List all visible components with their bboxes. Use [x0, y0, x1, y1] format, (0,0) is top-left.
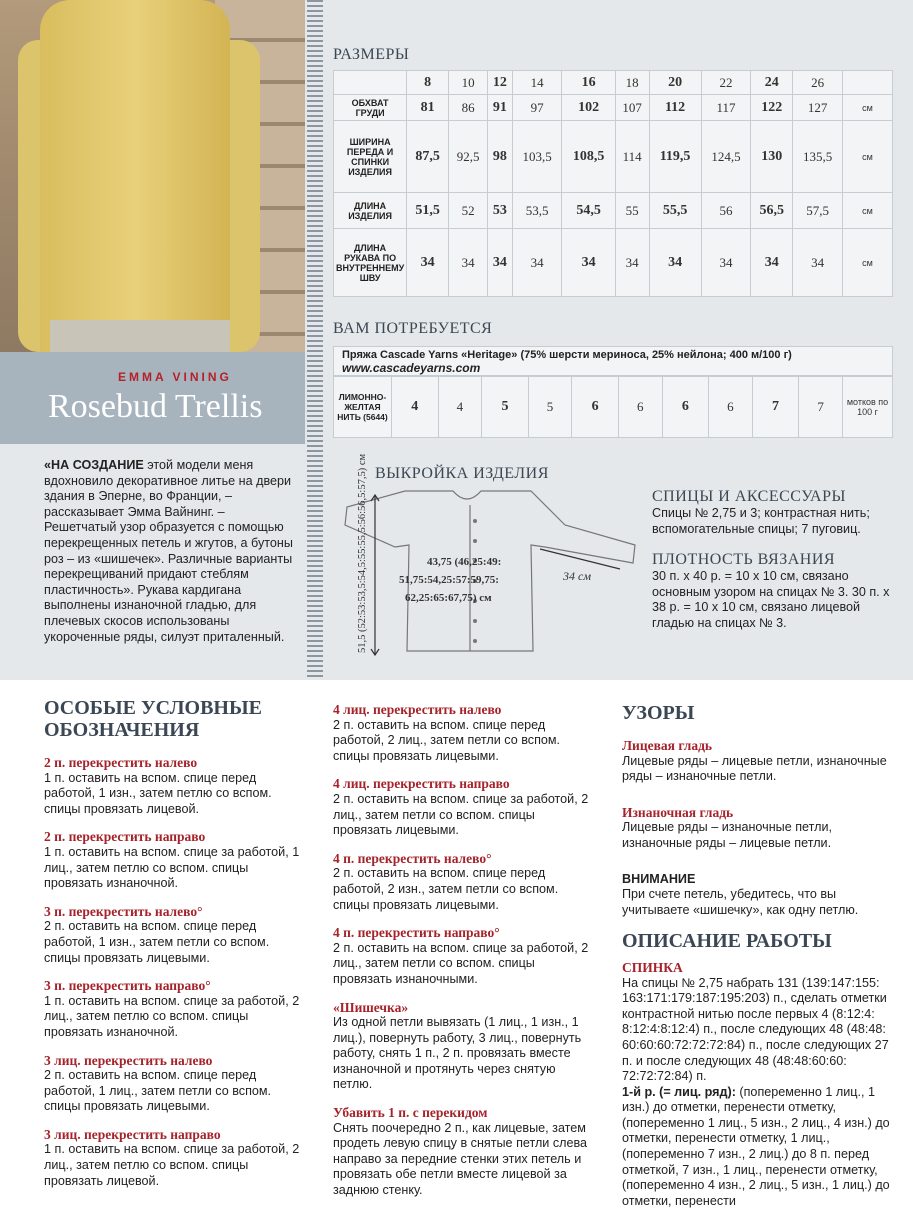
work-heading: ОПИСАНИЕ РАБОТЫ	[622, 930, 832, 953]
pattern-width-line1: 43,75 (46,25:49:	[427, 556, 502, 568]
size-cell: 20	[649, 71, 701, 95]
abbrev-title: 3 п. перекрестить направо°	[44, 978, 211, 994]
abbrev-title: 3 лиц. перекрестить направо	[44, 1126, 221, 1142]
size-cell: 26	[793, 71, 843, 95]
abbreviations-column	[44, 697, 304, 1189]
abbrev-text: 2 п. оставить на вспом. спице перед работой, 1 лиц., затем петли со вспом. спицы провязать лицевыми.	[44, 1068, 272, 1114]
abbrev-title: 4 лиц. перекрестить налево	[333, 702, 502, 717]
value-cell: 34	[615, 229, 649, 297]
value-cell: 34	[562, 229, 615, 297]
value-cell: 127	[793, 95, 843, 121]
value-cell: 34	[488, 229, 513, 297]
abbrev-text: 1 п. оставить на вспом. спице перед работой, 1 изн., затем петлю со вспом. спицы провязать лицевой.	[44, 770, 272, 816]
pattern-width-line2: 51,75:54,25:57:59,75:	[399, 574, 499, 586]
value-cell: 97	[512, 95, 562, 121]
value-cell: 52	[449, 193, 488, 229]
yarn-table	[333, 376, 893, 438]
pattern-text: Лицевые ряды – изнаночные петли, изнаночные ряды – лицевые петли.	[622, 820, 833, 850]
row-text: (попеременно 1 лиц., 1 изн.) до отметки, перенести отметку, (попеременно 1 лиц., 5 изн., 2 лиц., 4 изн.) до отметки, перенести отметку, 1 лиц., (попеременно 7 изн., 2 лиц.) до 8 п. перед отметкой, 7 изн., 1 лиц., перенести отметку, (попеременно 4 изн., 2 лиц., 5 изн., 1 лиц.) до отметки, перенести	[622, 1084, 890, 1208]
accessories-block	[652, 488, 902, 632]
size-cell: 16	[562, 71, 615, 95]
zipper-divider	[307, 0, 323, 680]
attention-title: ВНИМАНИЕ	[622, 871, 696, 886]
gauge-heading: ПЛОТНОСТЬ ВЯЗАНИЯ	[652, 551, 836, 569]
value-cell: 119,5	[649, 121, 701, 193]
pattern-title: Лицевая гладь	[622, 738, 713, 753]
size-header-row	[334, 71, 893, 95]
unit-cell: см	[843, 193, 893, 229]
size-cell: 14	[512, 71, 562, 95]
size-cell: 24	[751, 71, 793, 95]
value-cell: 7	[799, 377, 843, 438]
value-cell: 122	[751, 95, 793, 121]
accessories-text: Спицы № 2,75 и 3; контрастная нить; вспомогательные спицы; 7 пуговиц.	[652, 506, 870, 536]
intro-body: этой модели меня вдохновило декоративное литье на двери здания в Эперне, во Франции, – рассказывает Эмма Вайнинг. – Решетчатый узор образуется с помощью перекрещенных петель и жгутов, а бутоны роз – из «шишечек». Различные варианты перекрещиваний придают стеблям пластичность». Рукава кардигана выполнены изнаночной гладью, для плечевых скосов использованы укороченные ряды, силуэт приталенный.	[44, 458, 293, 644]
needs-heading: ВАМ ПОТРЕБУЕТСЯ	[333, 320, 493, 337]
abbreviations-column-2	[333, 702, 595, 1199]
abbrev-text: 1 п. оставить на вспом. спице за работой, 1 лиц., затем петлю со вспом. спицы провязать изнаночной.	[44, 844, 300, 891]
value-cell: 112	[649, 95, 701, 121]
row-label: ДЛИНА ИЗДЕЛИЯ	[334, 193, 407, 229]
abbrev-title: Убавить 1 п. с перекидом	[333, 1105, 488, 1121]
value-cell: 4	[392, 377, 439, 438]
value-cell: 5	[528, 377, 572, 438]
value-cell: 6	[618, 377, 662, 438]
abbrev-text: 1 п. оставить на вспом. спице за работой, 2 лиц., затем петлю со вспом. спицы провязать изнаночной.	[44, 993, 300, 1039]
row-label: ШИРИНА ПЕРЕДА И СПИНКИ ИЗДЕЛИЯ	[334, 121, 407, 193]
abbrev-title: 4 лиц. перекрестить направо	[333, 776, 510, 792]
work-text: На спицы № 2,75 набрать 131 (139:147:155: 163:171:179:187:195:203) п., сделать отметки контрастной нитью после первых 4 (8:12:4: 8:12:4:8:12:4) п., после следующих 48 (48:48: 60:60:60:72:72:72:84) п., после следующих 27 п. и после следующих 48 (48:48:60:60: 72:72:72:84) п.	[622, 975, 889, 1084]
value-cell: 51,5	[407, 193, 449, 229]
abbrev-text: Снять поочередно 2 п., как лицевые, затем продеть левую спицу в снятые петли слева направо за передние стенки этих петель и провязать обе петли вместе лицевой за заднюю стенку.	[333, 1120, 588, 1198]
value-cell: 102	[562, 95, 615, 121]
value-cell: 34	[649, 229, 701, 297]
value-cell: 130	[751, 121, 793, 193]
value-cell: 135,5	[793, 121, 843, 193]
abbrev-title: 4 п. перекрестить направо°	[333, 925, 500, 941]
value-cell: 53,5	[512, 193, 562, 229]
abbrev-text: 2 п. оставить на вспом. спице перед работой, 1 изн., затем петли со вспом. спицы провязать лицевыми.	[44, 919, 270, 965]
value-cell: 92,5	[449, 121, 488, 193]
value-cell: 4	[438, 377, 482, 438]
abbrev-title: 3 лиц. перекрестить налево	[44, 1052, 213, 1068]
author-name: EMMA VINING	[118, 370, 232, 384]
value-cell: 34	[449, 229, 488, 297]
intro-lead: «НА СОЗДАНИЕ	[44, 458, 144, 472]
pattern-height-label: 51,5 (52:53:53,5:54,5:55:55,5:56:56,5:57,5) см	[357, 453, 368, 653]
row-label: 1-й р. (= лиц. ряд):	[622, 1084, 736, 1099]
size-cell: 22	[701, 71, 751, 95]
sweater-photo	[0, 0, 305, 352]
yarn-url: www.cascadeyarns.com	[342, 361, 481, 375]
unit-cell: см	[843, 95, 893, 121]
abbrev-title: 2 п. перекрестить налево	[44, 755, 198, 770]
work-row-1	[622, 1085, 902, 1209]
value-cell: 56	[701, 193, 751, 229]
pattern-heading: ВЫКРОЙКА ИЗДЕЛИЯ	[375, 465, 549, 482]
abbrev-text: 1 п. оставить на вспом. спице за работой, 2 лиц., затем петлю со вспом. спицы провязать лицевой.	[44, 1142, 300, 1188]
table-row	[334, 193, 893, 229]
value-cell: 6	[572, 377, 619, 438]
size-cell: 10	[449, 71, 488, 95]
value-cell: 54,5	[562, 193, 615, 229]
value-cell: 34	[793, 229, 843, 297]
value-cell: 55	[615, 193, 649, 229]
intro-text	[44, 458, 294, 645]
abbreviations-heading: ОСОБЫЕ УСЛОВНЫЕ ОБОЗНАЧЕНИЯ	[44, 697, 262, 741]
value-cell: 81	[407, 95, 449, 121]
value-cell: 87,5	[407, 121, 449, 193]
value-cell: 98	[488, 121, 513, 193]
value-cell: 6	[662, 377, 709, 438]
pattern-text: Лицевые ряды – лицевые петли, изнаночные ряды – изнаночные петли.	[622, 753, 887, 784]
value-cell: 108,5	[562, 121, 615, 193]
gauge-text: 30 п. х 40 р. = 10 х 10 см, связано основным узором на спицах № 3. 30 п. х 38 р. = 10 х 10 см, связано лицевой гладью на спицах № 3.	[652, 569, 890, 630]
abbrev-title: «Шишечка»	[333, 999, 409, 1015]
abbrev-text: 2 п. оставить на вспом. спице за работой, 2 лиц., затем петли со вспом. спицы провязать изнаночными.	[333, 940, 589, 986]
table-row	[334, 229, 893, 297]
value-cell: 34	[512, 229, 562, 297]
yarn-text: Пряжа Cascade Yarns «Heritage» (75% шерсти мериноса, 25% нейлона; 400 м/100 г)	[342, 349, 792, 361]
size-cell: 12	[488, 71, 513, 95]
value-cell: 34	[701, 229, 751, 297]
unit-cell: см	[843, 229, 893, 297]
sleeve-length-label: 34 см	[563, 569, 591, 583]
abbrev-title: 2 п. перекрестить направо	[44, 829, 206, 845]
abbrev-text: 2 п. оставить на вспом. спице перед работой, 2 изн., затем петли со вспом. спицы провязать лицевыми.	[333, 866, 559, 912]
pattern-width-line3: 62,25:65:67,75) см	[405, 592, 492, 604]
value-cell: 5	[482, 377, 529, 438]
abbrev-text: 2 п. оставить на вспом. спице перед работой, 2 лиц., затем петли со вспом. спицы провязать лицевыми.	[333, 717, 561, 763]
attention-text: При счете петель, убедитесь, что вы учитываете «шишечку», как одну петлю.	[622, 887, 859, 917]
work-subheading: СПИНКА	[622, 959, 683, 975]
value-cell: 56,5	[751, 193, 793, 229]
value-cell: 114	[615, 121, 649, 193]
size-cell: 18	[615, 71, 649, 95]
size-cell: 8	[407, 71, 449, 95]
value-cell: 107	[615, 95, 649, 121]
value-cell: 117	[701, 95, 751, 121]
value-cell: 124,5	[701, 121, 751, 193]
accessories-heading: СПИЦЫ И АКСЕССУАРЫ	[652, 488, 846, 505]
unit-cell: мотков по 100 г	[843, 377, 893, 438]
abbrev-text: 2 п. оставить на вспом. спице за работой, 2 лиц., затем петли со вспом. спицы провязать лицевыми.	[333, 791, 589, 838]
sizes-table	[333, 70, 893, 297]
abbrev-title: 4 п. перекрестить налево°	[333, 850, 492, 866]
table-row	[334, 95, 893, 121]
value-cell: 55,5	[649, 193, 701, 229]
row-label: ОБХВАТ ГРУДИ	[334, 95, 407, 121]
value-cell: 103,5	[512, 121, 562, 193]
row-label: ДЛИНА РУКАВА ПО ВНУТРЕННЕМУ ШВУ	[334, 229, 407, 297]
row-label: ЛИМОННО-ЖЕЛТАЯ НИТЬ (5644)	[334, 377, 392, 438]
patterns-column	[622, 702, 902, 1209]
value-cell: 6	[709, 377, 753, 438]
value-cell: 53	[488, 193, 513, 229]
yarn-info	[333, 346, 893, 376]
pattern-title: Rosebud Trellis	[48, 388, 263, 425]
table-row	[334, 121, 893, 193]
value-cell: 7	[752, 377, 799, 438]
value-cell: 34	[751, 229, 793, 297]
unit-cell: см	[843, 121, 893, 193]
value-cell: 57,5	[793, 193, 843, 229]
value-cell: 86	[449, 95, 488, 121]
value-cell: 91	[488, 95, 513, 121]
value-cell: 34	[407, 229, 449, 297]
table-row	[334, 377, 893, 438]
abbrev-title: 3 п. перекрестить налево°	[44, 903, 203, 919]
patterns-heading: УЗОРЫ	[622, 702, 695, 724]
abbrev-text: Из одной петли вывязать (1 лиц., 1 изн., 1 лиц.), повернуть работу, 3 лиц., повернуть работу, снять 1 п., 2 п. провязать вместе изнаночной и протянуть через снятую петлю.	[333, 1015, 582, 1092]
pattern-title: Изнаночная гладь	[622, 804, 734, 820]
sizes-heading: РАЗМЕРЫ	[333, 46, 410, 63]
